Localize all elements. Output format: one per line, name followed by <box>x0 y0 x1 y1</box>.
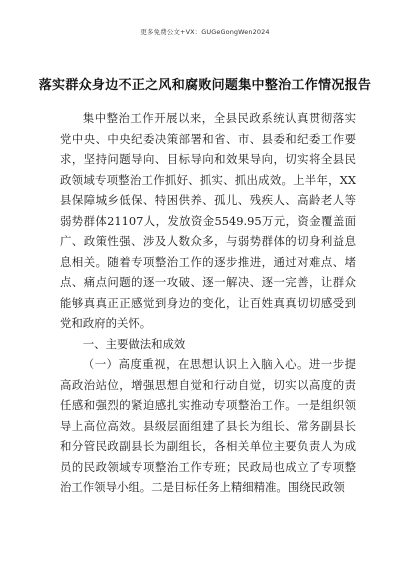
document-body <box>60 108 356 498</box>
intro-paragraph: 集中整治工作开展以来，全县民政系统认真贯彻落实党中央、中央纪委决策部署和省、市、县委和纪委工作要求，坚持问题导向、目标导向和效果导向，切实将全县民政领域专项整治工作抓好、抓实、抓出成效。上半年，XX县保障城乡低保、特困供养、孤儿、残疾人、高龄老人等弱势群体21107人，发放资金5549.95万元，资金覆盖面广、政策性强、涉及人数众多，与弱势群体的切身利益息息相关。随着专项整治工作的逐步推进，通过对难点、堵点、痛点问题的逐一攻破、逐一解决、逐一完善，让群众能够真真正正感觉到身边的变化，让百姓真真切切感受到党和政府的关怀。 <box>60 111 356 330</box>
document-title: 落实群众身边不正之风和腐败问题集中整治工作情况报告 <box>38 78 372 93</box>
page-header: 更多免费公文+VX：GUGeGongWen2024 <box>140 28 270 36</box>
subsection-paragraph: （一）高度重视，在思想认识上入脑入心。进一步提高政治站位，增强思想自觉和行动自觉，切实以高度的责任感和强烈的紧迫感扎实推动专项整治工作。一是组织领导上高位高效。县级层面组建了县长为组长、常务副县长和分管民政副县长为副组长，各相关单位主要负责人为成员的民政领域专项整治工作专班；民政局也成立了专项整治工作领导小组。二是目标任务上精细精准。围绕民政领 <box>60 357 356 494</box>
section-heading: 一、主要做法和成效 <box>82 336 186 351</box>
